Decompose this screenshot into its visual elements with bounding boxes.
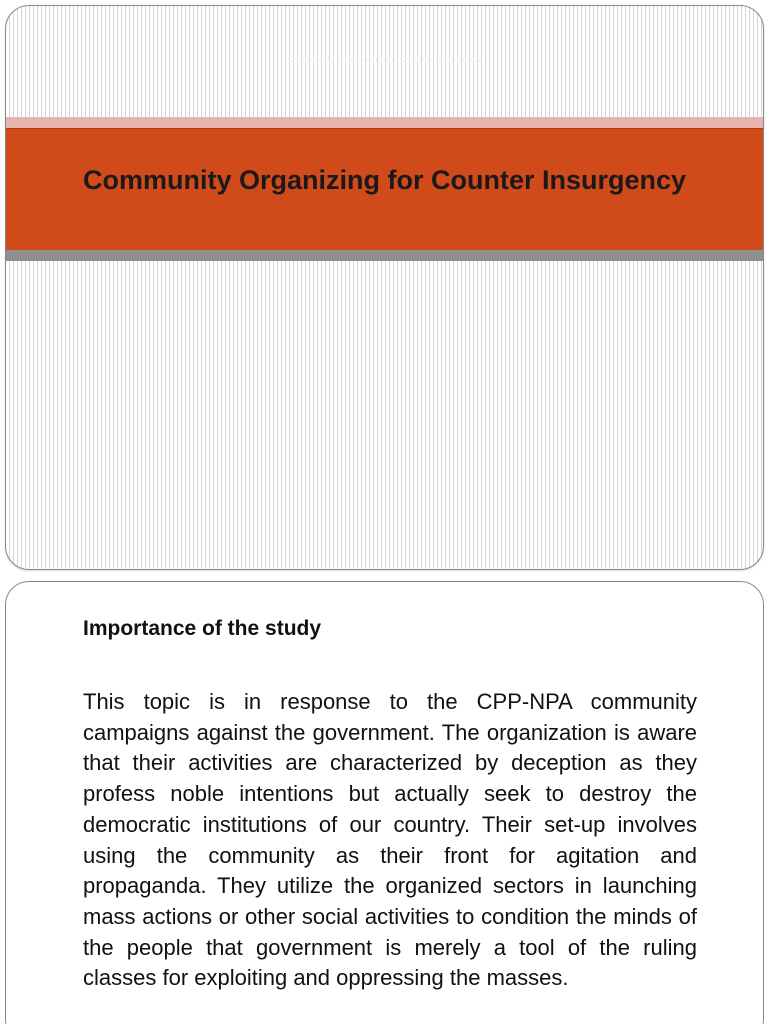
content-slide (5, 581, 764, 1024)
section-heading: Importance of the study (83, 617, 322, 640)
slide-title: Community Organizing for Counter Insurgency (82, 165, 687, 195)
title-band (6, 128, 763, 251)
slide-header-text: Community Organizing for Counter Insurgency (287, 54, 482, 64)
accent-strip-top (6, 117, 763, 128)
accent-strip-bottom (6, 250, 763, 261)
title-slide (5, 5, 764, 570)
body-paragraph: This topic is in response to the CPP-NPA community campaigns against the government. The organization is aware that their activities are characterized by deception as they profess noble intentions but actually seek to destroy the democratic institutions of our country. Their set-up involves using the community as their front for agitation and propaganda. They utilize the organized sectors in launching mass actions or other social activities to condition the minds of the people that government is merely a tool of the ruling classes for exploiting and oppressing the masses. (83, 689, 697, 991)
